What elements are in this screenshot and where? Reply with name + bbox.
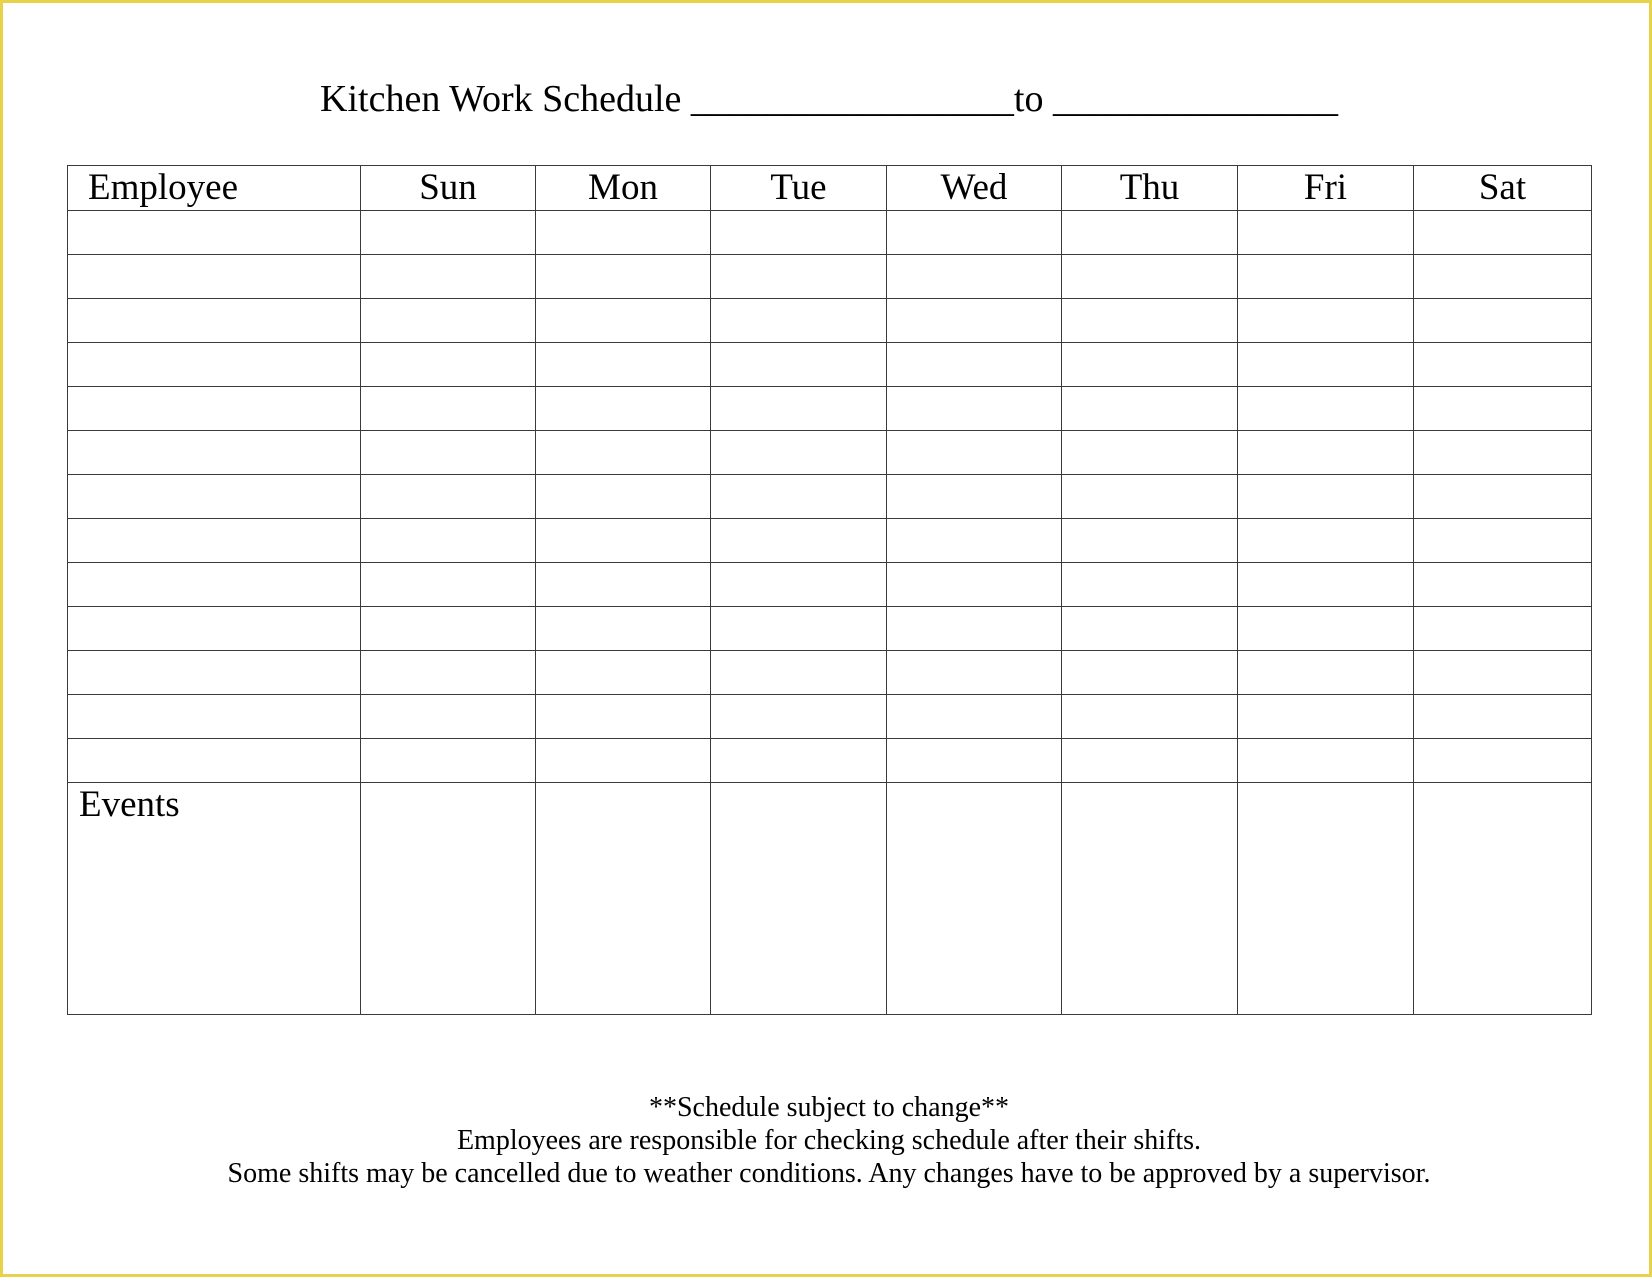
employee-row (68, 475, 1592, 519)
employee-name-cell[interactable] (68, 431, 361, 475)
shift-cell-sat[interactable] (1414, 607, 1592, 651)
shift-cell-tue[interactable] (711, 431, 887, 475)
day-header-fri: Fri (1238, 166, 1414, 211)
shift-cell-tue[interactable] (711, 519, 887, 563)
shift-cell-wed[interactable] (887, 343, 1062, 387)
employee-name-cell[interactable] (68, 563, 361, 607)
note-schedule-change: **Schedule subject to change** (648, 1092, 1009, 1123)
employee-name-cell[interactable] (68, 651, 361, 695)
shift-cell-wed[interactable] (887, 387, 1062, 431)
shift-cell-tue[interactable] (711, 343, 887, 387)
shift-cell-mon[interactable] (536, 739, 711, 783)
shift-cell-sun[interactable] (361, 563, 536, 607)
shift-cell-mon[interactable] (536, 563, 711, 607)
note-cancellations: Some shifts may be cancelled due to weather conditions. Any changes have to be approved by a supervisor. (227, 1158, 1431, 1189)
day-header-sat: Sat (1414, 166, 1592, 211)
day-header-thu: Thu (1062, 166, 1238, 211)
day-header-tue: Tue (711, 166, 887, 211)
shift-cell-tue[interactable] (711, 475, 887, 519)
employee-name-cell[interactable] (68, 695, 361, 739)
shift-cell-mon[interactable] (536, 343, 711, 387)
employee-name-cell[interactable] (68, 299, 361, 343)
shift-cell-thu[interactable] (1062, 519, 1238, 563)
employee-name-cell[interactable] (68, 607, 361, 651)
employee-name-cell[interactable] (68, 343, 361, 387)
shift-cell-fri[interactable] (1238, 255, 1414, 299)
employee-row (68, 651, 1592, 695)
day-header-wed: Wed (887, 166, 1062, 211)
employee-row (68, 431, 1592, 475)
shift-cell-sun[interactable] (361, 519, 536, 563)
shift-cell-thu[interactable] (1062, 563, 1238, 607)
employee-row (68, 387, 1592, 431)
shift-cell-mon[interactable] (536, 431, 711, 475)
shift-cell-thu[interactable] (1062, 343, 1238, 387)
shift-cell-sun[interactable] (361, 475, 536, 519)
events-cell-tue[interactable] (711, 783, 887, 1015)
shift-cell-sun[interactable] (361, 695, 536, 739)
header-row (68, 166, 1592, 211)
shift-cell-fri[interactable] (1238, 695, 1414, 739)
shift-cell-tue[interactable] (711, 211, 887, 255)
shift-cell-sat[interactable] (1414, 563, 1592, 607)
events-cell-sat[interactable] (1414, 783, 1592, 1015)
shift-cell-sun[interactable] (361, 343, 536, 387)
shift-cell-tue[interactable] (711, 255, 887, 299)
shift-cell-wed[interactable] (887, 431, 1062, 475)
shift-cell-fri[interactable] (1238, 519, 1414, 563)
shift-cell-wed[interactable] (887, 299, 1062, 343)
shift-cell-tue[interactable] (711, 387, 887, 431)
shift-cell-thu[interactable] (1062, 739, 1238, 783)
shift-cell-mon[interactable] (536, 387, 711, 431)
employee-header: Employee (68, 166, 361, 211)
schedule-body (68, 211, 1592, 1015)
shift-cell-sun[interactable] (361, 651, 536, 695)
shift-cell-tue[interactable] (711, 739, 887, 783)
shift-cell-mon[interactable] (536, 475, 711, 519)
events-cell-wed[interactable] (887, 783, 1062, 1015)
employee-row (68, 563, 1592, 607)
shift-cell-fri[interactable] (1238, 299, 1414, 343)
events-label-cell (68, 783, 361, 1015)
footer-notes (3, 1091, 1652, 1190)
shift-cell-thu[interactable] (1062, 607, 1238, 651)
shift-cell-wed[interactable] (887, 255, 1062, 299)
shift-cell-sat[interactable] (1414, 387, 1592, 431)
employee-name-cell[interactable] (68, 211, 361, 255)
events-cell-thu[interactable] (1062, 783, 1238, 1015)
employee-row (68, 695, 1592, 739)
shift-cell-fri[interactable] (1238, 343, 1414, 387)
shift-cell-fri[interactable] (1238, 431, 1414, 475)
shift-cell-mon[interactable] (536, 255, 711, 299)
shift-cell-mon[interactable] (536, 651, 711, 695)
shift-cell-sun[interactable] (361, 255, 536, 299)
shift-cell-sat[interactable] (1414, 519, 1592, 563)
shift-cell-wed[interactable] (887, 651, 1062, 695)
shift-cell-sun[interactable] (361, 739, 536, 783)
employee-name-cell[interactable] (68, 519, 361, 563)
shift-cell-mon[interactable] (536, 299, 711, 343)
shift-cell-fri[interactable] (1238, 607, 1414, 651)
shift-cell-wed[interactable] (887, 475, 1062, 519)
shift-cell-tue[interactable] (711, 299, 887, 343)
shift-cell-sat[interactable] (1414, 431, 1592, 475)
employee-row (68, 211, 1592, 255)
note-responsibility: Employees are responsible for checking schedule after their shifts. (456, 1125, 1202, 1156)
shift-cell-tue[interactable] (711, 651, 887, 695)
shift-cell-sat[interactable] (1414, 255, 1592, 299)
events-label: Events (79, 784, 180, 825)
employee-row (68, 255, 1592, 299)
shift-cell-sat[interactable] (1414, 695, 1592, 739)
employee-name-cell[interactable] (68, 387, 361, 431)
shift-cell-sun[interactable] (361, 211, 536, 255)
shift-cell-mon[interactable] (536, 607, 711, 651)
shift-cell-sat[interactable] (1414, 299, 1592, 343)
shift-cell-tue[interactable] (711, 607, 887, 651)
shift-cell-fri[interactable] (1238, 387, 1414, 431)
shift-cell-wed[interactable] (887, 739, 1062, 783)
employee-row (68, 739, 1592, 783)
shift-cell-sun[interactable] (361, 607, 536, 651)
shift-cell-sat[interactable] (1414, 651, 1592, 695)
employee-name-cell[interactable] (68, 255, 361, 299)
employee-name-cell[interactable] (68, 475, 361, 519)
employee-row (68, 519, 1592, 563)
employee-row (68, 343, 1592, 387)
shift-cell-thu[interactable] (1062, 387, 1238, 431)
events-row (68, 783, 1592, 1015)
shift-cell-thu[interactable] (1062, 299, 1238, 343)
shift-cell-fri[interactable] (1238, 563, 1414, 607)
day-header-mon: Mon (536, 166, 711, 211)
shift-cell-sun[interactable] (361, 431, 536, 475)
events-cell-sun[interactable] (361, 783, 536, 1015)
shift-cell-sat[interactable] (1414, 343, 1592, 387)
shift-cell-wed[interactable] (887, 607, 1062, 651)
shift-cell-thu[interactable] (1062, 475, 1238, 519)
shift-cell-wed[interactable] (887, 211, 1062, 255)
events-cell-fri[interactable] (1238, 783, 1414, 1015)
page-title: Kitchen Work Schedule _________________to _______________ (320, 78, 1338, 120)
shift-cell-sun[interactable] (361, 387, 536, 431)
shift-cell-tue[interactable] (711, 695, 887, 739)
shift-cell-wed[interactable] (887, 563, 1062, 607)
shift-cell-wed[interactable] (887, 695, 1062, 739)
shift-cell-sat[interactable] (1414, 739, 1592, 783)
day-header-sun: Sun (361, 166, 536, 211)
shift-cell-fri[interactable] (1238, 739, 1414, 783)
shift-cell-sun[interactable] (361, 299, 536, 343)
shift-cell-fri[interactable] (1238, 211, 1414, 255)
employee-row (68, 299, 1592, 343)
schedule-table (67, 165, 1592, 1015)
shift-cell-thu[interactable] (1062, 651, 1238, 695)
shift-cell-sat[interactable] (1414, 475, 1592, 519)
shift-cell-mon[interactable] (536, 211, 711, 255)
employee-name-cell[interactable] (68, 739, 361, 783)
events-cell-mon[interactable] (536, 783, 711, 1015)
shift-cell-sat[interactable] (1414, 211, 1592, 255)
shift-cell-thu[interactable] (1062, 695, 1238, 739)
shift-cell-thu[interactable] (1062, 211, 1238, 255)
shift-cell-thu[interactable] (1062, 431, 1238, 475)
shift-cell-wed[interactable] (887, 519, 1062, 563)
shift-cell-thu[interactable] (1062, 255, 1238, 299)
shift-cell-mon[interactable] (536, 519, 711, 563)
shift-cell-fri[interactable] (1238, 651, 1414, 695)
shift-cell-fri[interactable] (1238, 475, 1414, 519)
shift-cell-tue[interactable] (711, 563, 887, 607)
shift-cell-mon[interactable] (536, 695, 711, 739)
employee-row (68, 607, 1592, 651)
